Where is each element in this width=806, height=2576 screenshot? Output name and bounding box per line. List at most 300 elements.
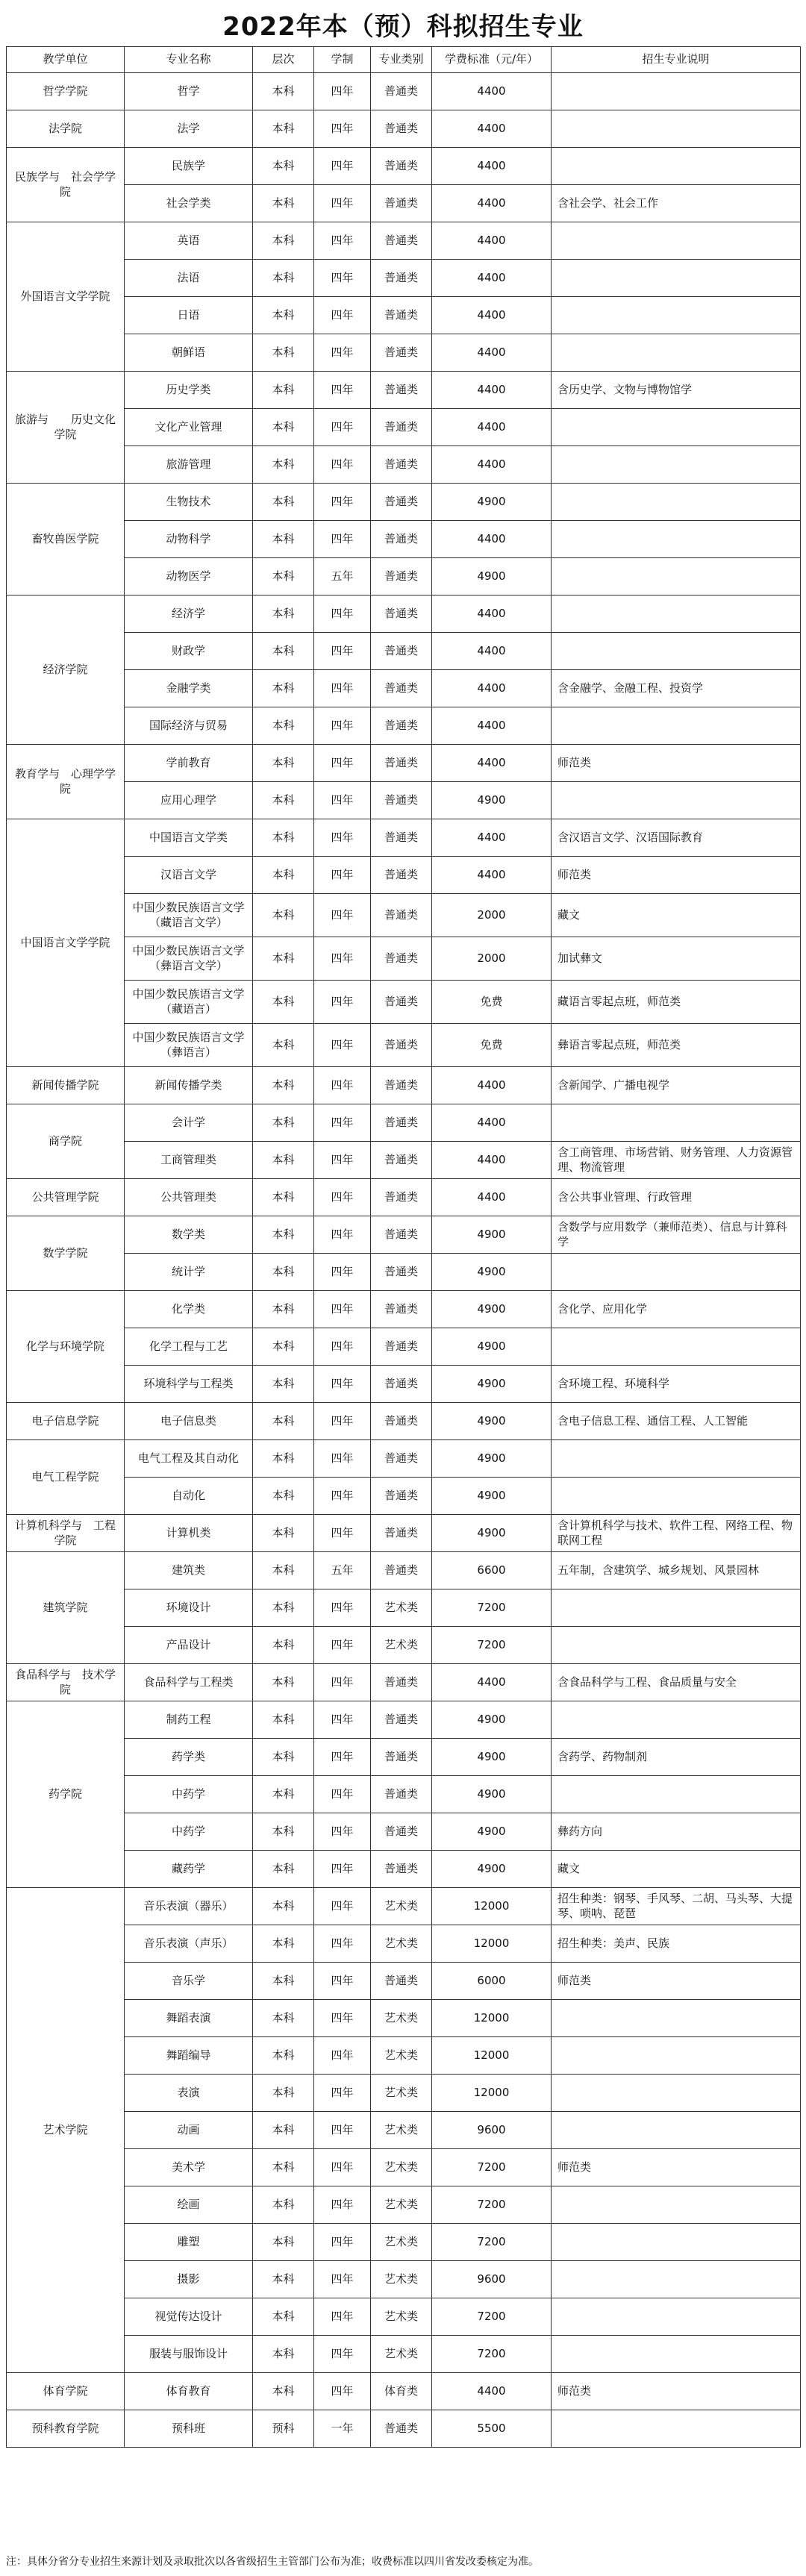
unit-cell: 外国语言文学学院 [7,222,125,372]
notes-cell: 藏文 [552,1851,801,1888]
level-cell: 本科 [253,1104,314,1142]
major-name-cell: 历史学类 [125,372,253,409]
tuition-cell: 免费 [432,1024,552,1067]
major-name-cell: 制药工程 [125,1701,253,1739]
category-cell: 普通类 [371,782,432,819]
table-row [7,2149,801,2186]
table-row [7,1291,801,1328]
duration-cell: 四年 [314,1925,371,1963]
table-row [7,1701,801,1739]
tuition-cell: 7200 [432,1589,552,1627]
category-cell: 普通类 [371,1104,432,1142]
category-cell: 艺术类 [371,2261,432,2298]
unit-cell: 哲学学院 [7,73,125,110]
notes-cell [552,558,801,595]
duration-cell: 四年 [314,819,371,857]
tuition-cell: 4400 [432,1067,552,1104]
duration-cell: 四年 [314,2373,371,2410]
notes-cell: 加试彝文 [552,937,801,981]
unit-cell: 公共管理学院 [7,1179,125,1216]
unit-cell: 数学学院 [7,1216,125,1291]
tuition-cell: 4900 [432,1366,552,1403]
table-row [7,1515,801,1552]
duration-cell: 四年 [314,1478,371,1515]
category-cell: 普通类 [371,595,432,633]
level-cell: 本科 [253,2224,314,2261]
unit-cell: 电气工程学院 [7,1440,125,1515]
table-row [7,1254,801,1291]
duration-cell: 四年 [314,2298,371,2336]
table-row [7,894,801,937]
major-name-cell: 应用心理学 [125,782,253,819]
level-cell: 本科 [253,981,314,1024]
level-cell: 本科 [253,1739,314,1776]
level-cell: 本科 [253,1963,314,2000]
notes-cell: 含历史学、文物与博物馆学 [552,372,801,409]
notes-cell [552,2298,801,2336]
unit-cell: 畜牧兽医学院 [7,484,125,595]
level-cell: 本科 [253,1888,314,1925]
tuition-cell: 7200 [432,2336,552,2373]
level-cell: 本科 [253,1403,314,1440]
tuition-cell: 4400 [432,2373,552,2410]
tuition-cell: 12000 [432,2037,552,2075]
notes-cell: 含环境工程、环境科学 [552,1366,801,1403]
level-cell: 本科 [253,745,314,782]
duration-cell: 四年 [314,745,371,782]
category-cell: 普通类 [371,222,432,260]
duration-cell: 四年 [314,782,371,819]
level-cell: 本科 [253,1813,314,1851]
tuition-cell: 2000 [432,894,552,937]
major-name-cell: 中药学 [125,1776,253,1813]
category-cell: 体育类 [371,2373,432,2410]
notes-cell [552,2410,801,2448]
level-cell: 本科 [253,558,314,595]
major-name-cell: 社会学类 [125,185,253,222]
category-cell: 普通类 [371,1478,432,1515]
duration-cell: 四年 [314,334,371,372]
notes-cell [552,73,801,110]
footnote: 注：具体分省分专业招生来源计划及录取批次以各省级招生主管部门公布为准；收费标准以四川省发改委核定为准。 [6,2556,539,2568]
duration-cell: 四年 [314,894,371,937]
table-row [7,1067,801,1104]
tuition-cell: 4400 [432,260,552,297]
tuition-cell: 4900 [432,1515,552,1552]
notes-cell [552,446,801,484]
table-row [7,707,801,745]
major-name-cell: 哲学 [125,73,253,110]
table-row [7,185,801,222]
notes-cell [552,260,801,297]
major-name-cell: 音乐表演（声乐） [125,1925,253,1963]
notes-cell [552,1478,801,1515]
tuition-cell: 4400 [432,372,552,409]
tuition-cell: 4900 [432,1739,552,1776]
notes-cell [552,1328,801,1366]
duration-cell: 四年 [314,2261,371,2298]
duration-cell: 四年 [314,1963,371,2000]
major-name-cell: 数学类 [125,1216,253,1254]
notes-cell [552,782,801,819]
notes-cell: 师范类 [552,2373,801,2410]
table-row [7,857,801,894]
major-name-cell: 新闻传播学类 [125,1067,253,1104]
major-name-cell: 表演 [125,2075,253,2112]
category-cell: 普通类 [371,670,432,707]
tuition-cell: 4900 [432,1440,552,1478]
tuition-cell: 4900 [432,1776,552,1813]
level-cell: 本科 [253,1254,314,1291]
tuition-cell: 4400 [432,222,552,260]
category-cell: 普通类 [371,110,432,148]
category-cell: 普通类 [371,409,432,446]
notes-cell: 含食品科学与工程、食品质量与安全 [552,1664,801,1701]
level-cell: 本科 [253,1925,314,1963]
tuition-cell: 7200 [432,2224,552,2261]
category-cell: 普通类 [371,73,432,110]
notes-cell: 含公共事业管理、行政管理 [552,1179,801,1216]
duration-cell: 一年 [314,2410,371,2448]
duration-cell: 四年 [314,2186,371,2224]
notes-cell [552,2112,801,2149]
table-row [7,1440,801,1478]
notes-cell: 含金融学、金融工程、投资学 [552,670,801,707]
duration-cell: 四年 [314,148,371,185]
major-name-cell: 绘画 [125,2186,253,2224]
category-cell: 艺术类 [371,1925,432,1963]
major-name-cell: 藏药学 [125,1851,253,1888]
duration-cell: 四年 [314,484,371,521]
tuition-cell: 4400 [432,110,552,148]
header-major: 专业名称 [125,47,253,73]
notes-cell: 彝药方向 [552,1813,801,1851]
notes-cell [552,334,801,372]
tuition-cell: 4400 [432,857,552,894]
notes-cell [552,633,801,670]
duration-cell: 四年 [314,1851,371,1888]
notes-cell: 师范类 [552,857,801,894]
notes-cell [552,148,801,185]
table-row [7,2298,801,2336]
level-cell: 本科 [253,2186,314,2224]
category-cell: 普通类 [371,633,432,670]
tuition-cell: 4400 [432,1179,552,1216]
major-name-cell: 文化产业管理 [125,409,253,446]
level-cell: 本科 [253,1142,314,1179]
unit-cell: 法学院 [7,110,125,148]
notes-cell [552,484,801,521]
table-row [7,670,801,707]
major-name-cell: 舞蹈编导 [125,2037,253,2075]
category-cell: 普通类 [371,1515,432,1552]
major-name-cell: 金融学类 [125,670,253,707]
major-name-cell: 美术学 [125,2149,253,2186]
category-cell: 普通类 [371,1776,432,1813]
category-cell: 普通类 [371,446,432,484]
level-cell: 本科 [253,2075,314,2112]
category-cell: 普通类 [371,521,432,558]
category-cell: 普通类 [371,937,432,981]
category-cell: 普通类 [371,372,432,409]
level-cell: 本科 [253,260,314,297]
level-cell: 本科 [253,1291,314,1328]
major-name-cell: 舞蹈表演 [125,2000,253,2037]
table-row [7,1627,801,1664]
table-row [7,2261,801,2298]
level-cell: 本科 [253,1627,314,1664]
tuition-cell: 4400 [432,446,552,484]
duration-cell: 四年 [314,1328,371,1366]
table-row [7,521,801,558]
unit-cell: 计算机科学与 工程学院 [7,1515,125,1552]
table-row [7,1366,801,1403]
tuition-cell: 4400 [432,185,552,222]
duration-cell: 四年 [314,2112,371,2149]
level-cell: 本科 [253,372,314,409]
notes-cell [552,2224,801,2261]
level-cell: 本科 [253,937,314,981]
table-row [7,558,801,595]
notes-cell: 含新闻学、广播电视学 [552,1067,801,1104]
tuition-cell: 4400 [432,73,552,110]
duration-cell: 四年 [314,521,371,558]
major-name-cell: 服装与服饰设计 [125,2336,253,2373]
table-row [7,1403,801,1440]
duration-cell: 四年 [314,1366,371,1403]
duration-cell: 四年 [314,1024,371,1067]
unit-cell: 化学与环境学院 [7,1291,125,1403]
major-name-cell: 日语 [125,297,253,334]
category-cell: 普通类 [371,981,432,1024]
notes-cell: 含计算机科学与技术、软件工程、网络工程、物联网工程 [552,1515,801,1552]
notes-cell: 含药学、药物制剂 [552,1739,801,1776]
duration-cell: 四年 [314,260,371,297]
table-row [7,1024,801,1067]
major-name-cell: 音乐学 [125,1963,253,2000]
table-row [7,1104,801,1142]
tuition-cell: 7200 [432,1627,552,1664]
notes-cell: 招生种类：钢琴、手风琴、二胡、马头琴、大提琴、唢呐、琵琶 [552,1888,801,1925]
level-cell: 本科 [253,1776,314,1813]
duration-cell: 五年 [314,558,371,595]
duration-cell: 四年 [314,1813,371,1851]
notes-cell: 含社会学、社会工作 [552,185,801,222]
major-name-cell: 会计学 [125,1104,253,1142]
tuition-cell: 4400 [432,670,552,707]
tuition-cell: 4900 [432,1701,552,1739]
level-cell: 本科 [253,1589,314,1627]
header-tuition: 学费标准（元/年） [432,47,552,73]
header-duration: 学制 [314,47,371,73]
tuition-cell: 12000 [432,2000,552,2037]
level-cell: 本科 [253,409,314,446]
level-cell: 本科 [253,595,314,633]
notes-cell [552,2000,801,2037]
category-cell: 普通类 [371,819,432,857]
header-category: 专业类别 [371,47,432,73]
level-cell: 本科 [253,148,314,185]
notes-cell [552,409,801,446]
major-name-cell: 朝鲜语 [125,334,253,372]
notes-cell [552,1440,801,1478]
duration-cell: 四年 [314,1776,371,1813]
major-name-cell: 环境设计 [125,1589,253,1627]
unit-cell: 民族学与 社会学学院 [7,148,125,222]
unit-cell: 建筑学院 [7,1552,125,1664]
table-row [7,110,801,148]
category-cell: 普通类 [371,1963,432,2000]
tuition-cell: 4900 [432,558,552,595]
table-row [7,446,801,484]
notes-cell [552,521,801,558]
table-row [7,1216,801,1254]
category-cell: 普通类 [371,334,432,372]
category-cell: 普通类 [371,1851,432,1888]
tuition-cell: 4400 [432,409,552,446]
level-cell: 本科 [253,670,314,707]
level-cell: 本科 [253,1851,314,1888]
header-level: 层次 [253,47,314,73]
table-row [7,73,801,110]
tuition-cell: 4900 [432,1851,552,1888]
level-cell: 本科 [253,782,314,819]
category-cell: 普通类 [371,1664,432,1701]
level-cell: 本科 [253,2112,314,2149]
tuition-cell: 4900 [432,782,552,819]
major-name-cell: 英语 [125,222,253,260]
table-row [7,1739,801,1776]
notes-cell: 招生种类：美声、民族 [552,1925,801,1963]
duration-cell: 四年 [314,857,371,894]
header-notes: 招生专业说明 [552,47,801,73]
tuition-cell: 4400 [432,819,552,857]
category-cell: 艺术类 [371,2336,432,2373]
category-cell: 普通类 [371,1179,432,1216]
table-body [7,73,801,2448]
notes-cell: 彝语言零起点班，师范类 [552,1024,801,1067]
tuition-cell: 4900 [432,1328,552,1366]
major-name-cell: 食品科学与工程类 [125,1664,253,1701]
level-cell: 本科 [253,894,314,937]
table-row [7,409,801,446]
table-row [7,1664,801,1701]
table-row [7,1552,801,1589]
notes-cell [552,1776,801,1813]
notes-cell [552,1589,801,1627]
level-cell: 本科 [253,2373,314,2410]
table-row [7,782,801,819]
category-cell: 普通类 [371,894,432,937]
notes-cell [552,707,801,745]
unit-cell: 药学院 [7,1701,125,1888]
level-cell: 本科 [253,73,314,110]
major-name-cell: 自动化 [125,1478,253,1515]
duration-cell: 四年 [314,2149,371,2186]
category-cell: 普通类 [371,1291,432,1328]
duration-cell: 四年 [314,670,371,707]
tuition-cell: 4900 [432,1813,552,1851]
level-cell: 本科 [253,2037,314,2075]
tuition-cell: 4900 [432,1403,552,1440]
duration-cell: 四年 [314,1142,371,1179]
level-cell: 本科 [253,2000,314,2037]
tuition-cell: 4900 [432,1291,552,1328]
category-cell: 普通类 [371,1067,432,1104]
major-name-cell: 摄影 [125,2261,253,2298]
category-cell: 艺术类 [371,2224,432,2261]
category-cell: 普通类 [371,1142,432,1179]
major-name-cell: 中国少数民族语言文学（彝语言） [125,1024,253,1067]
table-row [7,2410,801,2448]
table-row [7,1888,801,1925]
duration-cell: 四年 [314,633,371,670]
notes-cell [552,2336,801,2373]
notes-cell [552,1104,801,1142]
table-row [7,2112,801,2149]
major-name-cell: 音乐表演（器乐） [125,1888,253,1925]
notes-cell [552,297,801,334]
major-name-cell: 中国少数民族语言文学（藏语言文学） [125,894,253,937]
table-row [7,1142,801,1179]
tuition-cell: 4900 [432,484,552,521]
duration-cell: 四年 [314,372,371,409]
major-name-cell: 中国少数民族语言文学（彝语言文学） [125,937,253,981]
duration-cell: 四年 [314,1179,371,1216]
tuition-cell: 7200 [432,2149,552,2186]
unit-cell: 教育学与 心理学学院 [7,745,125,819]
major-name-cell: 旅游管理 [125,446,253,484]
duration-cell: 四年 [314,1291,371,1328]
tuition-cell: 7200 [432,2298,552,2336]
notes-cell [552,2261,801,2298]
major-name-cell: 中国少数民族语言文学（藏语言） [125,981,253,1024]
level-cell: 本科 [253,297,314,334]
major-name-cell: 电子信息类 [125,1403,253,1440]
tuition-cell: 12000 [432,2075,552,2112]
notes-cell: 师范类 [552,2149,801,2186]
duration-cell: 四年 [314,446,371,484]
tuition-cell: 4400 [432,1142,552,1179]
unit-cell: 中国语言文学学院 [7,819,125,1067]
tuition-cell: 4900 [432,1216,552,1254]
tuition-cell: 6000 [432,1963,552,2000]
category-cell: 艺术类 [371,1589,432,1627]
table-row [7,1963,801,2000]
table-row [7,372,801,409]
level-cell: 本科 [253,222,314,260]
notes-cell: 师范类 [552,745,801,782]
category-cell: 普通类 [371,1403,432,1440]
category-cell: 普通类 [371,1813,432,1851]
table-row [7,1478,801,1515]
table-row [7,2224,801,2261]
table-row [7,222,801,260]
duration-cell: 四年 [314,1701,371,1739]
notes-cell: 五年制，含建筑学、城乡规划、风景园林 [552,1552,801,1589]
notes-cell: 含电子信息工程、通信工程、人工智能 [552,1403,801,1440]
notes-cell [552,222,801,260]
notes-cell [552,2075,801,2112]
duration-cell: 四年 [314,1739,371,1776]
table-row [7,2075,801,2112]
major-name-cell: 动画 [125,2112,253,2149]
major-name-cell: 法语 [125,260,253,297]
duration-cell: 四年 [314,185,371,222]
table-row [7,148,801,185]
major-name-cell: 生物技术 [125,484,253,521]
duration-cell: 四年 [314,222,371,260]
